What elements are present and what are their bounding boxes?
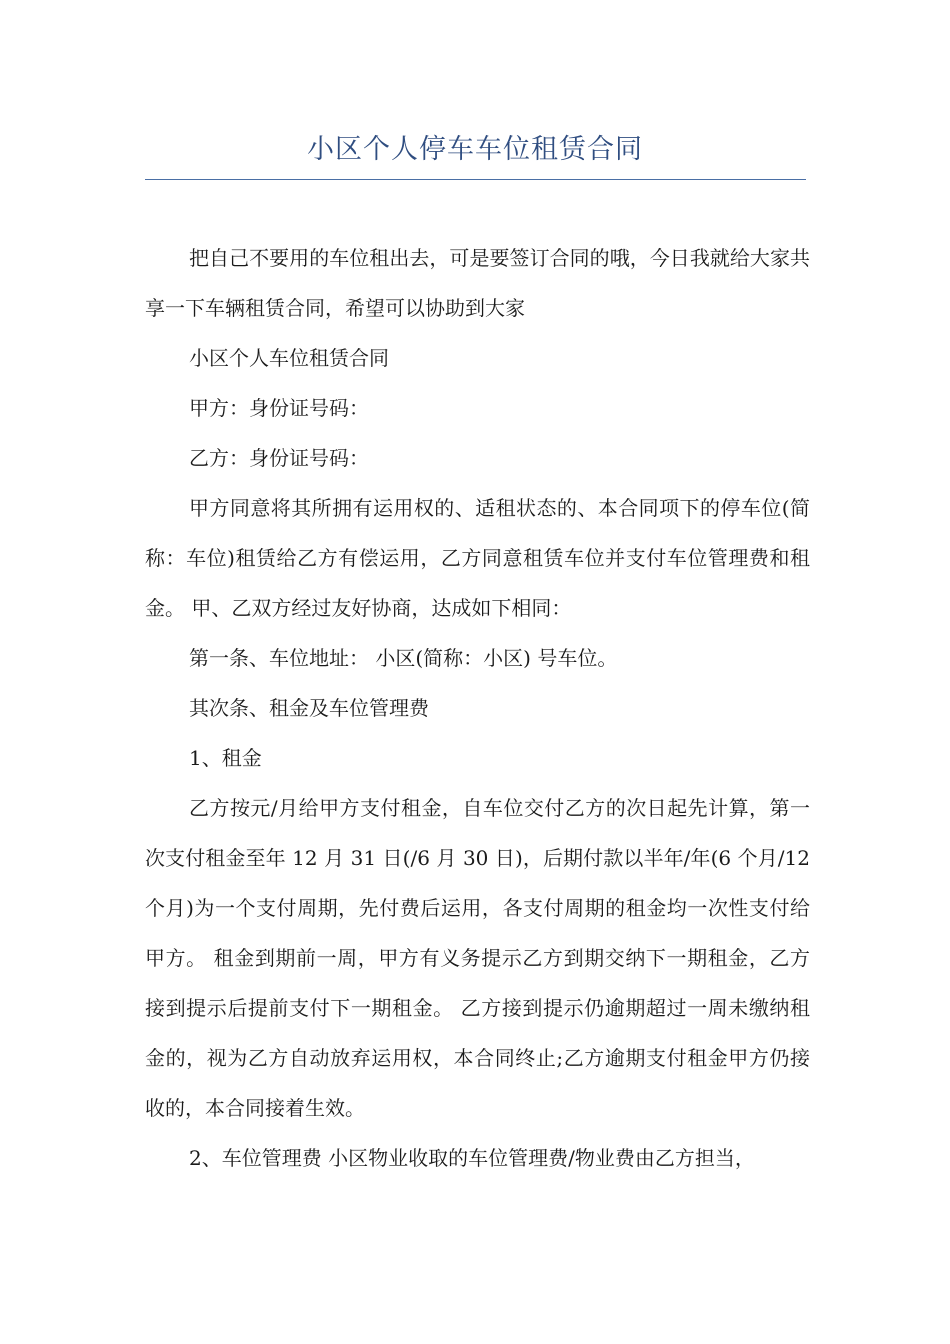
document-title: 小区个人停车车位租赁合同: [307, 134, 643, 165]
party-b-line: 乙方：身份证号码：: [189, 446, 369, 470]
document-body: [145, 233, 810, 1183]
intro-paragraph: 把自己不要用的车位租出去，可是要签订合同的哦，今日我就给大家共享一下车辆租赁合同，希望可以协助到大家: [145, 246, 810, 320]
title-underline: [145, 179, 806, 180]
article-one: 第一条、车位地址： 小区(简称：小区) 号车位。: [189, 646, 618, 670]
management-fee-paragraph: 2、车位管理费 小区物业收取的车位管理费/物业费由乙方担当，: [189, 1146, 755, 1170]
article-two-heading: 其次条、租金及车位管理费: [189, 696, 429, 720]
rent-heading: 1、租金: [189, 746, 262, 770]
agreement-paragraph: 甲方同意将其所拥有运用权的、适租状态的、本合同项下的停车位(简称：车位)租赁给乙方有偿运用，乙方同意租赁车位并支付车位管理费和租金。 甲、乙双方经过友好协商，达成如下相同：: [145, 496, 810, 620]
contract-name: 小区个人车位租赁合同: [189, 346, 389, 370]
rent-paragraph: 乙方按元/月给甲方支付租金，自车位交付乙方的次日起先计算，第一次支付租金至年 12 月 31 日(/6 月 30 日)，后期付款以半年/年(6 个月/12 个月)为一个支付周期，先付费后运用，各支付周期的租金均一次性支付给甲方。 租金到期前一周，甲方有义务提示乙方到期交纳下一期租金，乙方接到提示后提前支付下一期租金。 乙方接到提示仍逾期超过一周未缴纳租金的，视为乙方自动放弃运用权，本合同终止;乙方逾期支付租金甲方仍接收的，本合同接着生效。: [145, 796, 810, 1120]
party-a-line: 甲方：身份证号码：: [189, 396, 369, 420]
